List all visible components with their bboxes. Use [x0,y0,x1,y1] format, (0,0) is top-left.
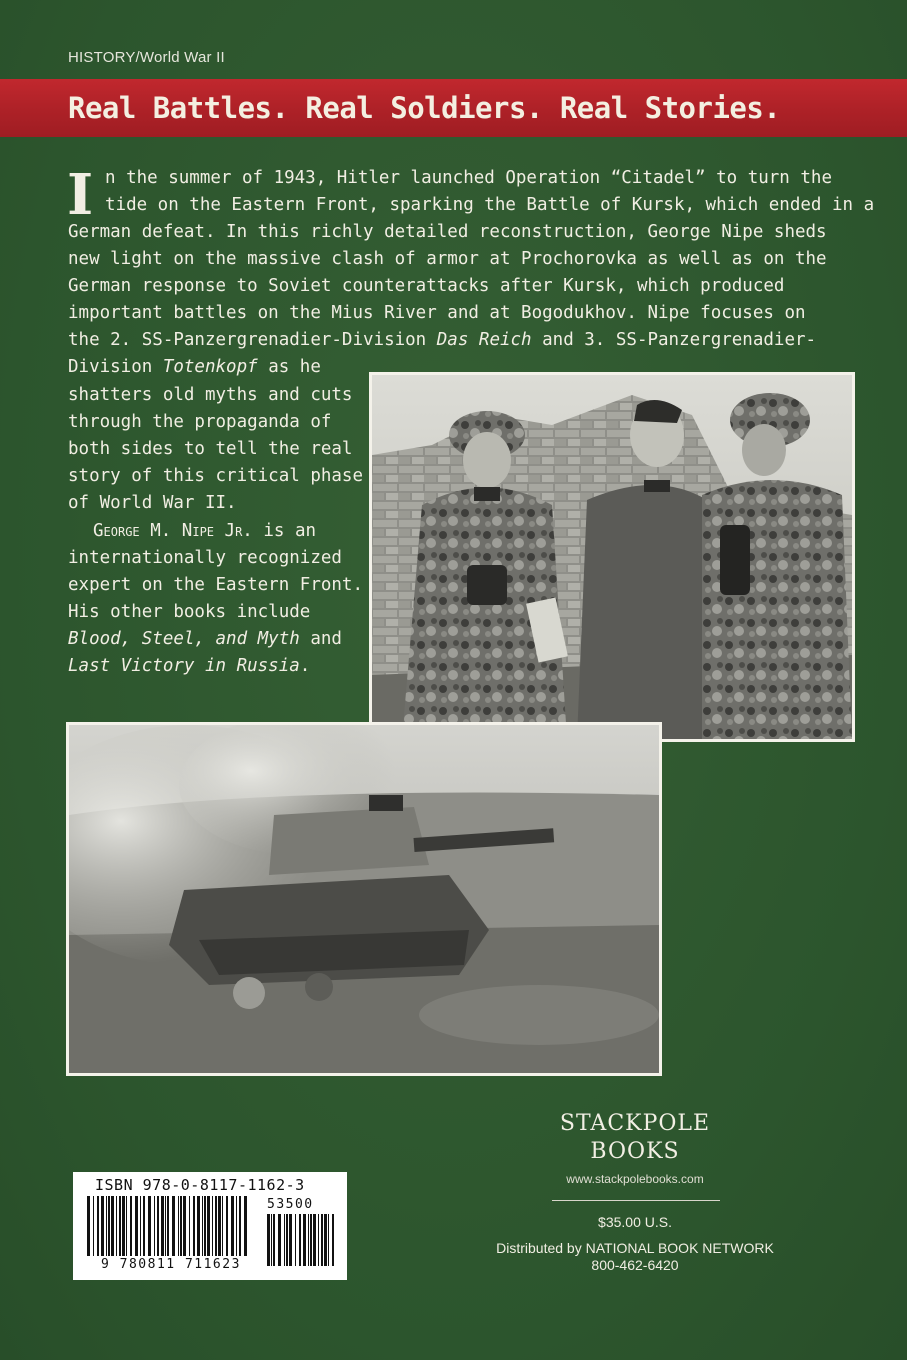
barcode-bar [313,1214,316,1266]
barcode-bar [116,1196,117,1256]
barcode-bar [236,1196,237,1256]
barcode-bar [289,1214,292,1266]
dropcap: I [67,162,94,228]
barcode-bar [308,1214,309,1266]
barcode-bar [202,1196,203,1256]
barcode-bar [310,1214,312,1266]
barcode-bar [189,1196,190,1256]
barcode-bar [172,1196,175,1256]
author-name: George M. Nipe Jr. [93,521,253,541]
isbn-label: ISBN 978-0-8117-1162-3 [95,1176,305,1194]
barcode-bar [154,1196,155,1256]
description-text-cont: German defeat. In this richly detailed reconstruction, George Nipe sheds new light on the massive clash of armor at Prochorovka as well as on the German response to Soviet counterattacks after Kursk, which produced important battles on the Mius River and at Bogodukhov. Nipe focuses on the 2. SS-Panzergrenadier-Division Das Reich and 3. SS-Panzergrenadier- Division Totenkopf as he shatters old myths and cuts through the propaganda of both sides to tell the real story of this critical phase of World War II. [68,222,827,513]
isbn-barcode [73,1172,347,1280]
barcode-bar [197,1196,200,1256]
publisher-logo [545,1110,725,1166]
barcode-bar [299,1214,301,1266]
barcode-bar [108,1196,110,1256]
barcode-bar [244,1196,247,1256]
barcode-bar [106,1196,107,1256]
barcode-bar [101,1196,104,1256]
barcode-bar [267,1214,270,1266]
barcode-bar [204,1196,206,1256]
barcode-bar [93,1196,94,1256]
soldiers-photo [369,372,855,742]
barcode-bar [157,1196,159,1256]
barcode-bar [295,1214,296,1266]
barcode-bar [303,1214,306,1266]
barcode-bar [111,1196,114,1256]
barcode-bar [119,1196,121,1256]
barcode-bar [87,1196,90,1256]
barcode-bar [183,1196,186,1256]
distributor-phone: 800-462-6420 [591,1257,679,1273]
barcode-bar [286,1214,288,1266]
barcode-bar [239,1196,241,1256]
barcode-bar [167,1196,169,1256]
barcode-bar [135,1196,138,1256]
barcode-bar [328,1214,329,1266]
barcode-price-code: 53500 [267,1197,314,1212]
barcode-bar [207,1196,210,1256]
barcode-bar [318,1214,319,1266]
distributor: Distributed by NATIONAL BOOK NETWORK [496,1240,774,1256]
barcode-bar [148,1196,151,1256]
barcode-bar [180,1196,182,1256]
soldiers-photo-image [372,375,852,739]
barcode-bar [273,1214,275,1266]
publisher-name-line2: BOOKS [590,1139,680,1164]
barcode-bar [126,1196,127,1256]
barcode-digits: 9 780811 711623 [101,1257,241,1272]
barcode-bar [97,1196,99,1256]
barcode-bar [226,1196,228,1256]
description-text: n the summer of 1943, Hitler launched Operation “Citadel” to turn the tide on the Eastern Front, sparking the Battle of Kursk, which ended in a [105,168,875,216]
barcode-bar [218,1196,221,1256]
category-label: HISTORY/World War II [68,49,225,66]
barcode-bar [215,1196,217,1256]
barcode-bar [165,1196,166,1256]
publisher-divider [552,1200,720,1201]
publisher-url: www.stackpolebooks.com [566,1172,704,1186]
author-bio: George M. Nipe Jr. is an internationally recognized expert on the Eastern Front. His other books include Blood, Steel, and Myth and Last Victory in Russia. [68,521,364,677]
barcode-bar [143,1196,145,1256]
headline: Real Battles. Real Soldiers. Real Stories. [68,91,781,125]
barcode-bar [321,1214,323,1266]
barcode-bar [271,1214,272,1266]
barcode-bar [178,1196,179,1256]
barcode-bar [212,1196,213,1256]
barcode-bar [278,1214,281,1266]
barcode-bar [140,1196,141,1256]
barcode-bar [332,1214,334,1266]
barcode-bar [284,1214,285,1266]
barcode-bar [122,1196,125,1256]
price: $35.00 U.S. [598,1214,672,1230]
barcode-bar [231,1196,234,1256]
barcode-bar [324,1214,327,1266]
barcode-bar [130,1196,132,1256]
tank-photo [66,722,662,1076]
barcode-bar [161,1196,164,1256]
barcode-bar [222,1196,223,1256]
tank-photo-image [69,725,659,1073]
barcode-bar [193,1196,195,1256]
publisher-name-line1: STACKPOLE [559,1111,711,1136]
